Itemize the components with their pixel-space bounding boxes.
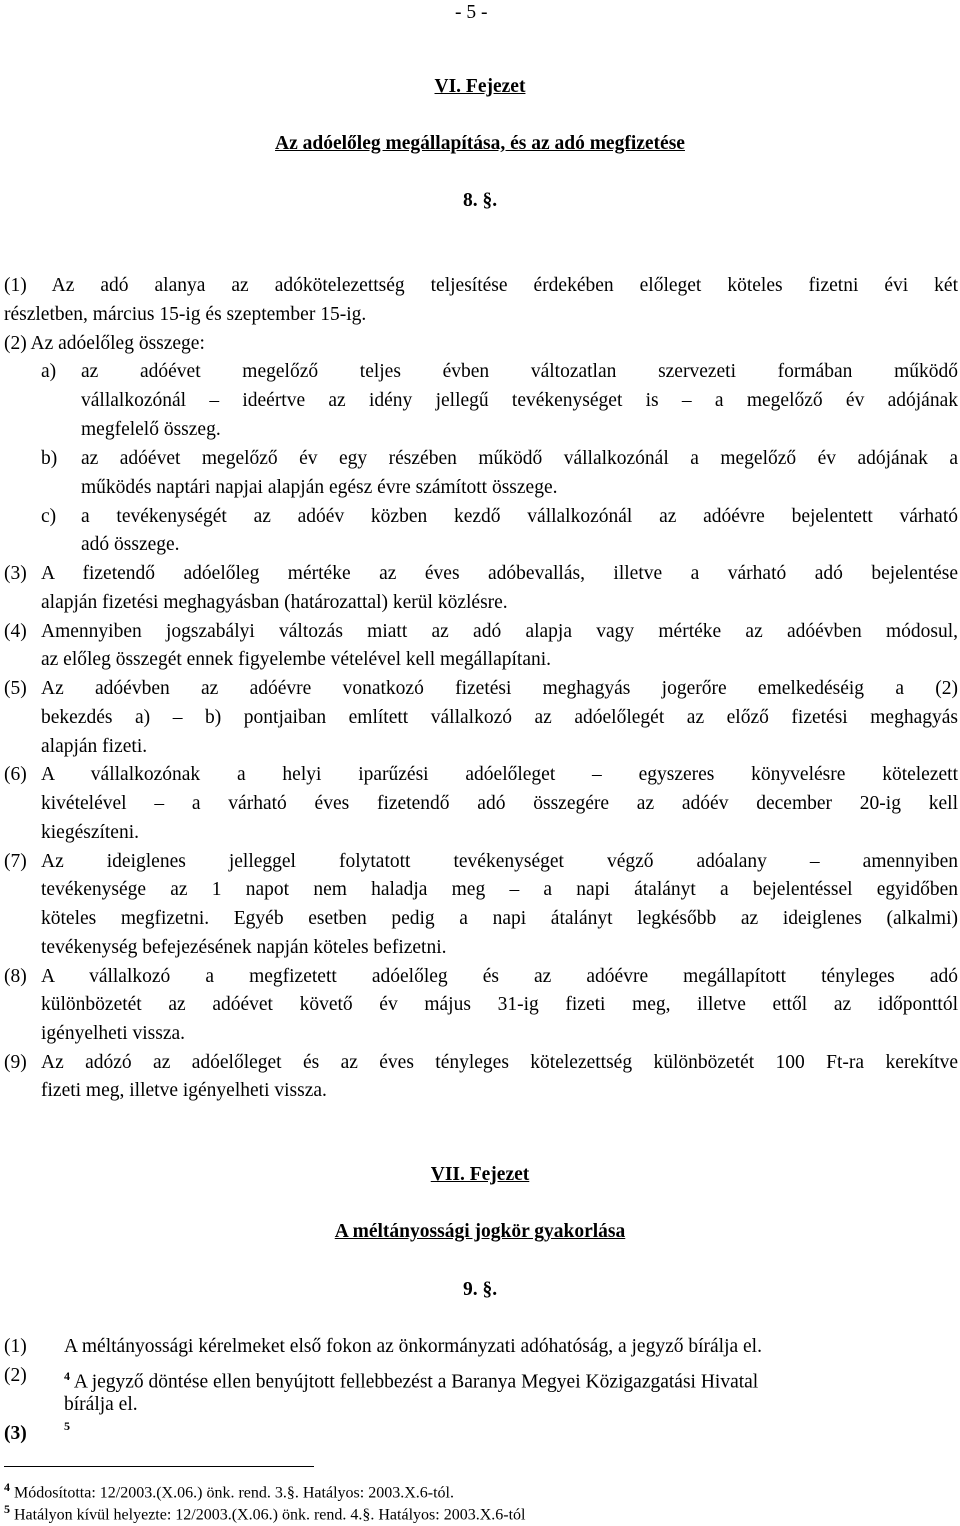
paragraph-line: megfelelő összeg. bbox=[81, 419, 221, 440]
paragraph-line: fizeti meg, illetve igényelheti vissza. bbox=[41, 1080, 327, 1101]
section-number: 8. §. bbox=[462, 190, 498, 211]
chapter-title: A méltányossági jogkör gyakorlása bbox=[334, 1221, 626, 1242]
paragraph-line: köteles megfizetni. Egyéb esetben pedig a napi átalányt legkésőbb az ideiglenes (alkalmi) bbox=[41, 908, 958, 929]
paragraph-line: a tevékenységét az adóév közben kezdő vállalkozónál az adóévre bejelentett várható bbox=[81, 506, 958, 527]
paragraph-line: adó összege. bbox=[81, 534, 180, 555]
paragraph-line: alapján fizeti. bbox=[41, 736, 148, 757]
paragraph-line: Az adóévben az adóévre vonatkozó fizetési meghagyás jogerőre emelkedéséig a (2) bbox=[41, 678, 958, 699]
paragraph-line: igényelheti vissza. bbox=[41, 1023, 186, 1044]
paragraph-number: (7) bbox=[4, 851, 27, 872]
paragraph-line: vállalkozónál – ideértve az idény jellegű tevékenységet is – a megelőző év adójának bbox=[81, 390, 958, 411]
paragraph-number: (1) bbox=[4, 1336, 27, 1357]
footnote-separator bbox=[4, 1466, 314, 1467]
footnote-text: Módosította: 12/2003.(X.06.) önk. rend. 3.§. Hatályos: 2003.X.6-tól. bbox=[14, 1484, 454, 1502]
paragraph-line: az adóévet megelőző év egy részében működő vállalkozónál a megelőző év adójának a bbox=[81, 448, 958, 469]
paragraph-line: bekezdés a) – b) pontjaiban említett vállalkozó az adóelőlegét az előző fizetési meghagyás bbox=[41, 707, 958, 728]
paragraph-line: az előleg összegét ennek figyelembe vételével kell megállapítani. bbox=[41, 649, 552, 670]
footnote-mark: 5 bbox=[4, 1502, 10, 1516]
paragraph-number: (2) bbox=[4, 1365, 27, 1386]
paragraph-line: tevékenység befejezésének napján köteles befizetni. bbox=[41, 937, 447, 958]
paragraph-line: Az ideiglenes jelleggel folytatott tevékenységet végző adóalany – amennyiben bbox=[41, 851, 958, 872]
paragraph-line: (2) Az adóelőleg összege: bbox=[4, 333, 205, 354]
paragraph-number: (4) bbox=[4, 621, 27, 642]
paragraph-line: tevékenysége az 1 napot nem haladja meg – a napi átalányt a bejelentéssel egyidőben bbox=[41, 879, 958, 900]
list-label: a) bbox=[41, 361, 57, 382]
chapter-heading: VII. Fejezet bbox=[430, 1164, 530, 1185]
paragraph-line: Amennyiben jogszabályi változás miatt az adó alapja vagy mértéke az adóévben módosul, bbox=[41, 621, 958, 642]
paragraph-number: (9) bbox=[4, 1052, 27, 1073]
paragraph-number: (3) bbox=[4, 1423, 27, 1444]
paragraph-number: (5) bbox=[4, 678, 27, 699]
paragraph-line: A fizetendő adóelőleg mértéke az éves adóbevallás, illetve a várható adó bejelentése bbox=[41, 563, 958, 584]
paragraph-line: részletben, március 15-ig és szeptember 15-ig. bbox=[4, 304, 367, 325]
paragraph-line: különbözetét az adóévet követő év május 31-ig fizeti meg, illetve ettől az időponttól bbox=[41, 994, 958, 1015]
paragraph-line: A vállalkozónak a helyi iparűzési adóelőleget – egyszeres könyvelésre kötelezett bbox=[41, 764, 958, 785]
paragraph-line: (1) Az adó alanya az adókötelezettség teljesítése érdekében előleget köteles fizetni évi két bbox=[4, 275, 958, 296]
paragraph-line: bírálja el. bbox=[64, 1394, 138, 1415]
footnote-text: Hatályon kívül helyezte: 12/2003.(X.06.) önk. rend. 4.§. Hatályos: 2003.X.6-tól bbox=[14, 1506, 526, 1524]
paragraph-line bbox=[64, 1362, 758, 1397]
paragraph-text: A jegyző döntése ellen benyújtott fellebbezést a Baranya Megyei Közigazgatási Hivatal bbox=[73, 1371, 759, 1393]
section-number: 9. §. bbox=[462, 1279, 498, 1300]
paragraph-number: (8) bbox=[4, 966, 27, 987]
chapter-heading: VI. Fejezet bbox=[434, 76, 526, 97]
page-number: - 5 - bbox=[455, 2, 488, 23]
paragraph-line: az adóévet megelőző teljes évben változatlan szervezeti formában működő bbox=[81, 361, 958, 382]
paragraph-number: (3) bbox=[4, 563, 27, 584]
paragraph-line bbox=[64, 1412, 70, 1447]
paragraph-line: A vállalkozó a megfizetett adóelőleg és az adóévre megállapított tényleges adó bbox=[41, 966, 958, 987]
paragraph-line: kivételével – a várható éves fizetendő adó összegére az adóév december 20-ig kell bbox=[41, 793, 958, 814]
footnote-ref[interactable]: 4 bbox=[64, 1369, 70, 1383]
paragraph-line: Az adózó az adóelőleget és az éves tényleges kötelezettség különbözetét 100 Ft-ra kerekítve bbox=[41, 1052, 958, 1073]
paragraph-line: kiegészíteni. bbox=[41, 822, 140, 843]
paragraph-line: A méltányossági kérelmeket első fokon az önkormányzati adóhatóság, a jegyző bírálja el. bbox=[64, 1336, 762, 1357]
chapter-title: Az adóelőleg megállapítása, és az adó megfizetése bbox=[275, 133, 685, 154]
paragraph-line: alapján fizetési meghagyásban (határozattal) kerül közlésre. bbox=[41, 592, 508, 613]
footnote-ref[interactable]: 5 bbox=[64, 1419, 70, 1433]
list-label: b) bbox=[41, 448, 58, 469]
list-label: c) bbox=[41, 506, 57, 527]
footnote-mark: 4 bbox=[4, 1480, 10, 1494]
paragraph-line: működés naptári napjai alapján egész évre számított összege. bbox=[81, 477, 558, 498]
paragraph-number: (6) bbox=[4, 764, 27, 785]
footnote bbox=[4, 1499, 525, 1525]
